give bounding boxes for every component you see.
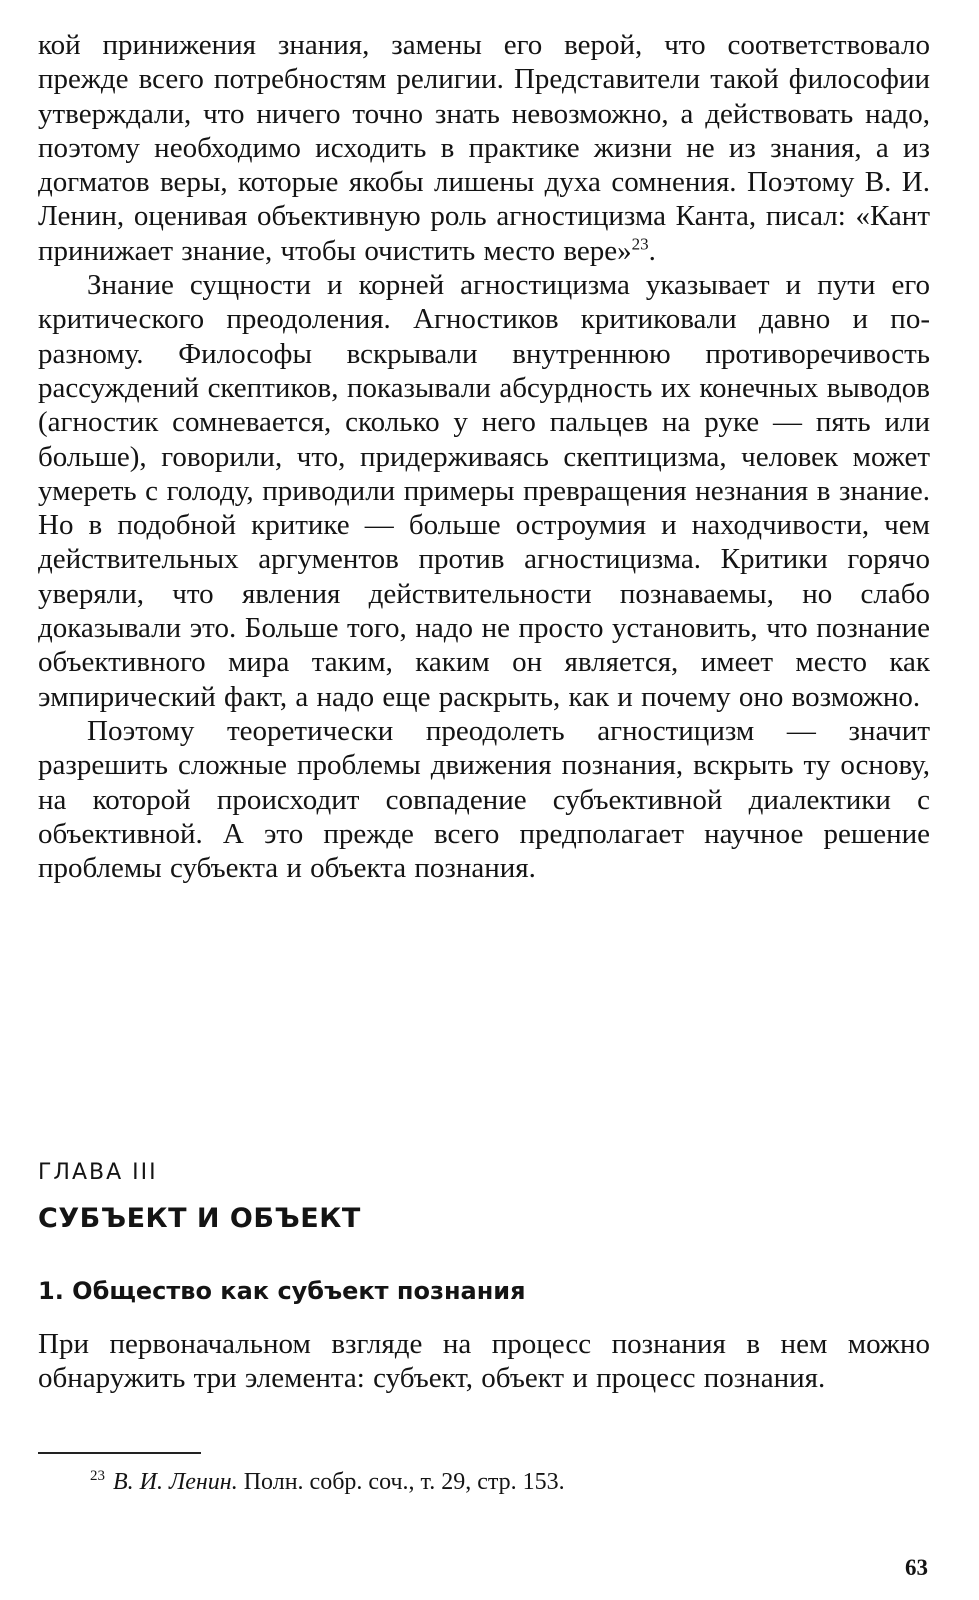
section-paragraph: При первоначальном взгляде на процесс познания в нем можно обнаружить три элемента: субъект, объект и процесс познания. [38,1328,930,1395]
footnote-divider [38,1452,201,1454]
footnote-23 [90,1469,565,1496]
footnote-ref-23[interactable]: 23 [631,234,649,254]
footnote-author: В. И. Ленин. [113,1469,238,1495]
page-body [38,28,930,885]
chapter-label: ГЛАВА III [38,1160,158,1185]
footnote-citation: Полн. собр. соч., т. 29, стр. 153. [243,1469,565,1495]
section-title: 1. Общество как субъект познания [38,1277,526,1305]
paragraph-1-tail: . [648,234,656,267]
footnote-number: 23 [90,1468,105,1484]
paragraph-1-text: кой принижения знания, замены его верой, что соответствовало прежде всего потребностям религии. Представители такой философии утверждали, что ничего точно знать невозможно, а действовать надо, поэтому необходимо исходить в практике жизни не из знания, а из догматов веры, которые якобы лишены духа сомнения. Поэтому В. И. Ленин, оценивая объективную роль агностицизма Канта, писал: «Кант принижает знание, чтобы очистить место вере» [38,29,930,267]
paragraph-1 [38,28,930,268]
paragraph-2: Знание сущности и корней агностицизма указывает и пути его критического преодоления. Агностиков критиковали давно и по-разному. Философы вскрывали внутреннюю противоречивость рассуждений скептиков, показывали абсурдность их конечных выводов (агностик сомневается, сколько у него пальцев на руке — пять или больше), говорили, что, придерживаясь скептицизма, человек может умереть с голоду, приводили примеры превращения незнания в знание. Но в подобной критике — больше остроумия и находчивости, чем действительных аргументов против агностицизма. Критики горячо уверяли, что явления действительности познаваемы, но слабо доказывали это. Больше того, надо не просто установить, что познание объективного мира таким, каким он является, имеет место как эмпирический факт, а надо еще раскрыть, как и почему оно возможно. [38,269,930,713]
chapter-title: СУБЪЕКТ И ОБЪЕКТ [38,1203,361,1234]
section-body [38,1327,930,1396]
page-number: 63 [905,1555,928,1580]
paragraph-3: Поэтому теоретически преодолеть агностицизм — значит разрешить сложные проблемы движения познания, вскрыть ту основу, на которой происходит совпадение субъективной диалектики с объективной. А это прежде всего предполагает научное решение проблемы субъекта и объекта познания. [38,714,930,885]
